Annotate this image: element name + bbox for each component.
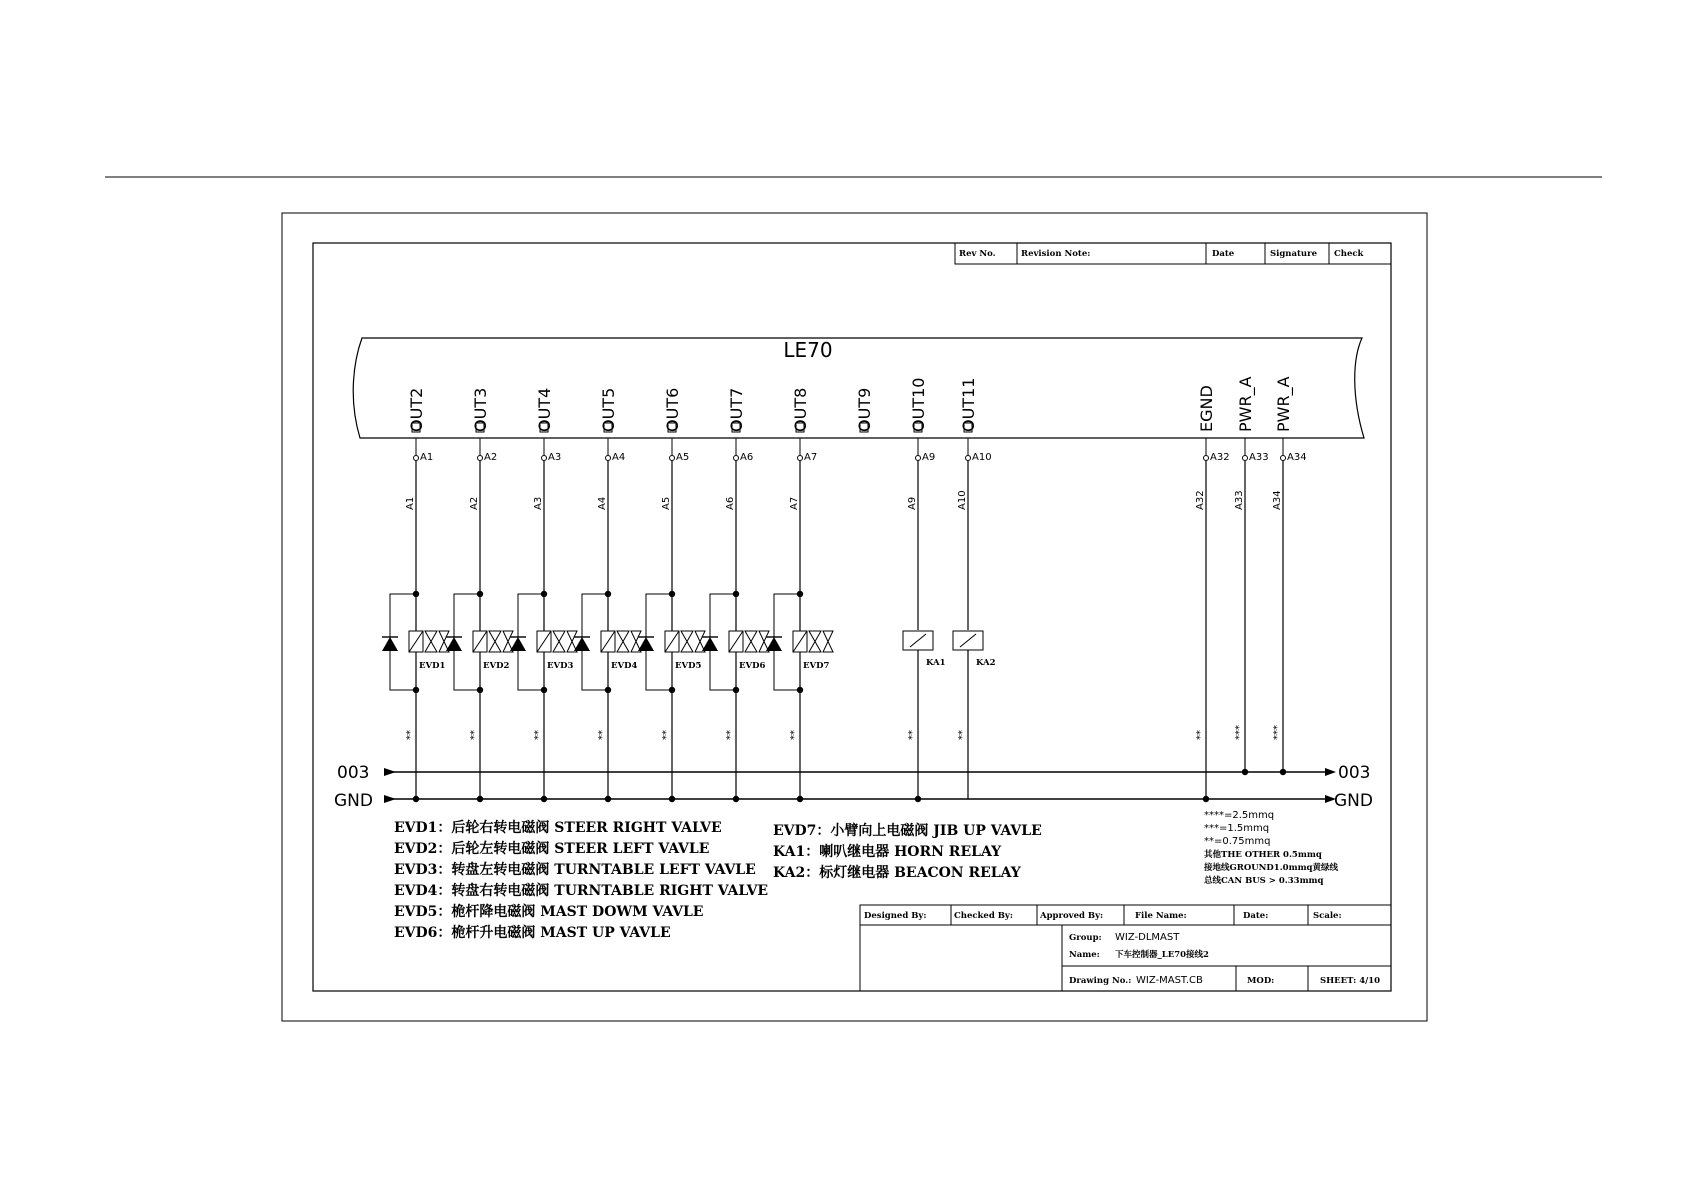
- valve-evd3-label: EVD3: [547, 661, 574, 671]
- valve-evd7-valve-icon-2: [823, 631, 833, 652]
- name-label: Name:: [1069, 950, 1100, 960]
- pin-egnd-1-size-mark: **: [1195, 730, 1206, 740]
- relay-ka2: [953, 461, 996, 799]
- legend-item: EVD7：小臂向上电磁阀 JIB UP VAVLE: [773, 823, 1042, 839]
- pin-egnd-1-wire-label: A32: [1195, 490, 1206, 510]
- pin-pwr-a-3-size-mark: ***: [1272, 725, 1283, 740]
- pin-out6-label: OUT6: [663, 387, 682, 432]
- pin-out8-term-label: A7: [804, 452, 818, 463]
- check-label: Check: [1334, 249, 1364, 259]
- pin-pwr-a-2-wire-label: A33: [1234, 490, 1245, 510]
- pin-out10-terminal: [916, 456, 921, 461]
- pin-pwr-a-3-terminal: [1281, 456, 1286, 461]
- pin-pwr-a-3-label: PWR_A: [1274, 376, 1293, 432]
- valve-evd5: [638, 461, 705, 802]
- sheet-label: SHEET: 4/10: [1320, 976, 1381, 986]
- pin-out6-terminal: [670, 456, 675, 461]
- relay-ka2-wire-label: A10: [957, 490, 968, 510]
- file-name-label: File Name:: [1135, 911, 1187, 921]
- revision-header: [955, 243, 1391, 264]
- pin-out3-term-label: A2: [484, 452, 498, 463]
- valve-evd2: [446, 461, 513, 802]
- checked-by-label: Checked By:: [954, 911, 1013, 921]
- pin-out10-label: OUT10: [909, 377, 928, 432]
- valve-evd1-size-mark: **: [405, 730, 416, 740]
- pin-out8-label: OUT8: [791, 387, 810, 432]
- pin-out3-label: OUT3: [471, 387, 490, 432]
- scale-label: Scale:: [1313, 911, 1342, 921]
- pin-out11-terminal: [966, 456, 971, 461]
- valve-evd5-wire-label: A5: [661, 496, 672, 510]
- pin-out7-label: OUT7: [727, 387, 746, 432]
- pin-pwr-a-3-wire-label: A34: [1272, 490, 1283, 510]
- valve-evd6-diode-icon: [702, 637, 718, 651]
- rail-gnd-left: GND: [334, 791, 373, 811]
- pin-out11-label: OUT11: [959, 377, 978, 432]
- valve-evd4-size-mark: **: [597, 730, 608, 740]
- valve-evd4: [574, 461, 641, 802]
- legend-item: KA1：喇叭继电器 HORN RELAY: [773, 844, 1002, 860]
- bus-rails: [334, 763, 1373, 811]
- rail-003-right: 003: [1338, 763, 1371, 783]
- pin-out7-term-label: A6: [740, 452, 754, 463]
- name-value: 下车控制器_LE70接线2: [1115, 950, 1209, 960]
- output-circuits: [382, 461, 1286, 802]
- pin-out3-terminal: [478, 456, 483, 461]
- wire-note: 其他THE OTHER 0.5mmq: [1204, 850, 1322, 860]
- pin-out10-term-label: A9: [922, 452, 936, 463]
- date-label: Date:: [1243, 911, 1269, 921]
- valve-evd5-size-mark: **: [661, 730, 672, 740]
- valve-evd5-label: EVD5: [675, 661, 702, 671]
- wire-note: 接地线GROUND1.0mmq黄绿线: [1204, 863, 1339, 873]
- valve-evd3-diode-icon: [510, 637, 526, 651]
- legend-item: EVD2：后轮左转电磁阀 STEER LEFT VAVLE: [394, 841, 710, 857]
- valve-evd4-valve-icon: [617, 631, 629, 652]
- rev-date-label: Date: [1212, 249, 1235, 259]
- pin-out11-term-label: A10: [972, 452, 992, 463]
- valve-evd7-valve-icon: [809, 631, 821, 652]
- legend-item: EVD4：转盘右转电磁阀 TURNTABLE RIGHT VALVE: [394, 883, 769, 899]
- valve-evd4-label: EVD4: [611, 661, 638, 671]
- valve-evd3-size-mark: **: [533, 730, 544, 740]
- wire-size-notes: [1203, 810, 1339, 886]
- controller-name: LE70: [783, 338, 833, 362]
- valve-evd1-wire-label: A1: [405, 496, 416, 510]
- valve-evd1-valve-icon: [425, 631, 437, 652]
- pin-out5-label: OUT5: [599, 387, 618, 432]
- valve-evd7-wire-label: A7: [789, 496, 800, 510]
- valve-evd7: [766, 461, 833, 802]
- valve-evd1-diode-icon: [382, 637, 398, 651]
- legend-right: [773, 822, 1042, 881]
- pin-pwr-a-2-term-label: A33: [1249, 452, 1269, 463]
- pin-out5-terminal: [606, 456, 611, 461]
- valve-evd4-diode-icon: [574, 637, 590, 651]
- wire-note: 总线CAN BUS > 0.33mmq: [1204, 876, 1324, 886]
- pin-out2-label: OUT2: [407, 387, 426, 432]
- approved-by-label: Approved By:: [1040, 911, 1104, 921]
- rev-no-label: Rev No.: [959, 249, 996, 259]
- wire-note: ***=1.5mmq: [1204, 823, 1270, 834]
- relay-ka1: [903, 461, 946, 802]
- pin-pwr-a-2-size-mark: ***: [1234, 725, 1245, 740]
- valve-evd2-label: EVD2: [483, 661, 510, 671]
- valve-evd7-label: EVD7: [803, 661, 830, 671]
- valve-evd3: [510, 461, 577, 802]
- valve-evd2-valve-icon: [489, 631, 501, 652]
- valve-evd2-wire-label: A2: [469, 496, 480, 510]
- valve-evd5-diode-icon: [638, 637, 654, 651]
- pin-out9-label: OUT9: [855, 387, 874, 432]
- valve-evd6: [702, 461, 769, 802]
- drawing-no-value: WIZ-MAST.CB: [1136, 975, 1203, 986]
- relay-ka1-label: KA1: [926, 658, 946, 668]
- pin-egnd-1-label: EGND: [1197, 385, 1216, 432]
- valve-evd6-size-mark: **: [725, 730, 736, 740]
- group-label: Group:: [1069, 933, 1102, 943]
- designed-by-label: Designed By:: [864, 911, 927, 921]
- relay-ka2-label: KA2: [976, 658, 996, 668]
- pin-out2-terminal: [414, 456, 419, 461]
- legend-left: [394, 819, 768, 941]
- wire-note: ****=2.5mmq: [1204, 810, 1275, 821]
- group-value: WIZ-DLMAST: [1115, 932, 1180, 943]
- valve-evd1: [382, 461, 449, 802]
- valve-evd6-label: EVD6: [739, 661, 766, 671]
- rail-gnd-right: GND: [1334, 791, 1373, 811]
- pin-pwr-a-3-term-label: A34: [1287, 452, 1307, 463]
- pin-egnd-1-terminal: [1204, 456, 1209, 461]
- valve-evd5-valve-icon: [681, 631, 693, 652]
- valve-evd2-size-mark: **: [469, 730, 480, 740]
- mod-label: MOD:: [1247, 976, 1275, 986]
- valve-evd3-wire-label: A3: [533, 496, 544, 510]
- relay-ka2-size-mark: **: [957, 730, 968, 740]
- legend-item: KA2：标灯继电器 BEACON RELAY: [773, 865, 1021, 881]
- relay-ka1-wire-label: A9: [907, 496, 918, 510]
- valve-evd1-label: EVD1: [419, 661, 446, 671]
- pin-out5-term-label: A4: [612, 452, 626, 463]
- valve-evd2-diode-icon: [446, 637, 462, 651]
- legend-item: EVD6：桅杆升电磁阀 MAST UP VAVLE: [394, 925, 671, 941]
- pin-out8-terminal: [798, 456, 803, 461]
- pin-out7-terminal: [734, 456, 739, 461]
- pin-out4-term-label: A3: [548, 452, 562, 463]
- pin-out6-term-label: A5: [676, 452, 690, 463]
- pin-out2-term-label: A1: [420, 452, 434, 463]
- pin-pwr-a-2-label: PWR_A: [1236, 376, 1255, 432]
- relay-ka1-size-mark: **: [907, 730, 918, 740]
- pin-out4-label: OUT4: [535, 387, 554, 432]
- legend-item: EVD1：后轮右转电磁阀 STEER RIGHT VALVE: [394, 820, 722, 836]
- legend-item: EVD5：桅杆降电磁阀 MAST DOWM VAVLE: [394, 904, 704, 920]
- rail-003-left: 003: [337, 763, 370, 783]
- signature-label: Signature: [1270, 249, 1317, 259]
- valve-evd6-wire-label: A6: [725, 496, 736, 510]
- pin-pwr-a-2-terminal: [1243, 456, 1248, 461]
- valve-evd3-valve-icon: [553, 631, 565, 652]
- title-block: [860, 905, 1391, 991]
- pin-egnd-1-term-label: A32: [1210, 452, 1230, 463]
- revision-note-label: Revision Note:: [1021, 249, 1091, 259]
- valve-evd6-valve-icon: [745, 631, 757, 652]
- valve-evd7-size-mark: **: [789, 730, 800, 740]
- valve-evd4-wire-label: A4: [597, 496, 608, 510]
- drawing-no-label: Drawing No.:: [1069, 976, 1132, 986]
- valve-evd7-diode-icon: [766, 637, 782, 651]
- pin-out4-terminal: [542, 456, 547, 461]
- wire-note: **=0.75mmq: [1204, 836, 1271, 847]
- legend-item: EVD3：转盘左转电磁阀 TURNTABLE LEFT VAVLE: [394, 862, 756, 878]
